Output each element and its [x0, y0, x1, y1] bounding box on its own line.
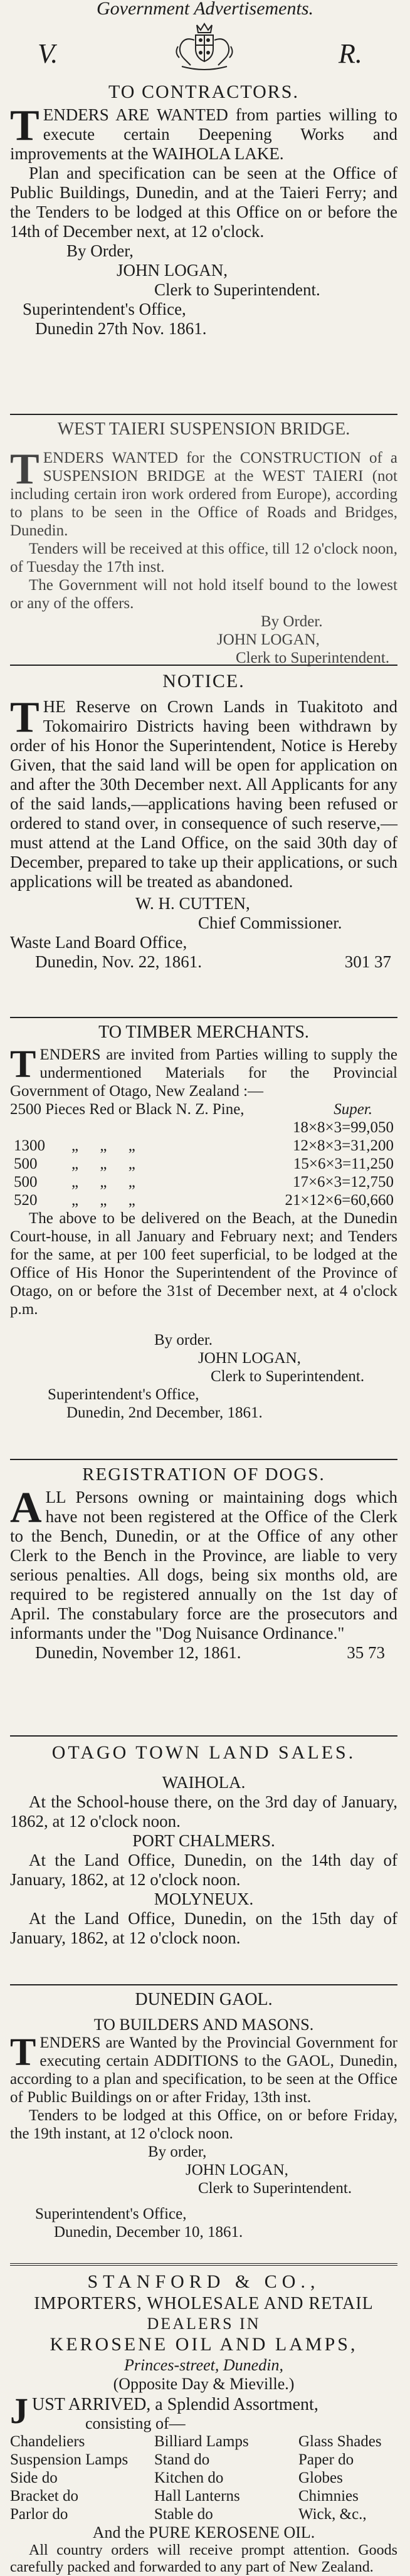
- royal-letter-r: R.: [339, 38, 362, 69]
- table-row: [10, 1155, 397, 1173]
- ad-paragraph: ENDERS ARE WANTED from parties willing to execute certain Deepening Works and improvements at the WAIHOLA LAKE.: [10, 105, 397, 163]
- by-order: By Order.: [261, 613, 323, 630]
- ad-paragraph: The above to be delivered on the Beach, at the Dunedin Court-house, in all January and February next; and Tenders for the same, at per 100 feet superficial, to be lodged at the Office of His Honor the Superintendent of the Province of Otago, on or before the 31st of December next, at 4 o'clock p.m.: [10, 1210, 397, 1318]
- table-row: [10, 2432, 397, 2451]
- ditto-cell: [68, 1118, 213, 1137]
- divider: [10, 2263, 397, 2267]
- date-line: [10, 1643, 397, 1663]
- table-row: [10, 1137, 397, 1155]
- goods-cell: Hall Lanterns: [154, 2488, 240, 2505]
- table-row: [10, 2469, 397, 2487]
- office: Superintendent's Office,: [48, 1386, 199, 1403]
- royal-coat-of-arms-icon: [169, 21, 239, 71]
- goods-cell: Chandeliers: [10, 2433, 85, 2450]
- ad-body: [10, 1043, 397, 1100]
- divider: [10, 414, 397, 415]
- size-cell: 15×6×3=11,250: [293, 1155, 394, 1172]
- ad-heading: NOTICE.: [162, 671, 245, 691]
- signatory-name: W. H. CUTTEN,: [135, 894, 250, 913]
- ad-paragraph: LL Persons owning or maintaining dogs which have not been registered at the Office of the Clerk to the Bench, Dunedin, or at the Office of any other Clerk to the Bench in the Province, are liable to very serious penalties. All dogs, being six months old, are required to be registered annually on the 1st day of April. The constabulary force are the prosecutors and informants under the "Dog Nuisance Ordinance.": [10, 1488, 397, 1643]
- signatory-name: JOHN LOGAN,: [198, 1350, 301, 1367]
- ad-paragraph: HE Reserve on Crown Lands in Tuakitoto and Tokomairiro Districts having been withdrawn by order of his Honor the Superintendent, Notice is Hereby Given, that the said land will be open for application on and after the 30th December next. All Applicants for any of the said lands,—applications having been refused or ordered to stand over, in consequence of such reserve,—must attend at the Land Office, on the said 30th day of December, prepared to take up their applications, or such applications will be treated as abandoned.: [10, 697, 397, 891]
- ad-paragraph: ENDERS WANTED for the CONSTRUCTION of a SUSPENSION BRIDGE at the WEST TAIERI (not including certain iron work ordered from Europe), according to plans to be seen in the Office of Roads and Bridges, Dunedin.: [10, 449, 397, 539]
- qty-cell: 500: [14, 1174, 38, 1191]
- sale-place: PORT CHALMERS.: [132, 1831, 275, 1850]
- date: Dunedin, December 10, 1861.: [54, 2224, 243, 2241]
- ad-subtitle: DEALERS IN: [147, 2315, 261, 2333]
- drop-cap: T: [10, 693, 39, 742]
- goods-cell: Suspension Lamps: [10, 2451, 129, 2468]
- goods-cell: Wick, &c.,: [298, 2506, 367, 2523]
- office: Superintendent's Office,: [23, 300, 186, 318]
- table-row: [10, 1118, 397, 1137]
- ad-west-taieri-bridge: [10, 419, 397, 667]
- qty-cell: [10, 1118, 68, 1137]
- divider: [10, 1735, 397, 1737]
- drop-cap: T: [10, 2031, 36, 2074]
- ad-body: [10, 2031, 397, 2106]
- goods-cell: Kitchen do: [154, 2469, 224, 2486]
- table-row: [10, 1173, 397, 1191]
- ad-body: [10, 693, 397, 891]
- ad-registration-of-dogs: [10, 1464, 397, 1663]
- ditto-cell: „ „ „: [71, 1155, 144, 1172]
- drop-cap: T: [10, 445, 39, 493]
- ad-body: [10, 445, 397, 540]
- signatory-name: JOHN LOGAN,: [217, 631, 320, 648]
- size-cell: 21×12×6=60,660: [285, 1192, 394, 1209]
- ad-paragraph: ENDERS are invited from Parties willing to supply the undermentioned Materials for the Provincial Government of Otago, New Zealand :—: [10, 1046, 397, 1100]
- date: Dunedin 27th Nov. 1861.: [35, 319, 207, 338]
- goods-cell: Billiard Lamps: [154, 2433, 249, 2450]
- ad-title: STANFORD & CO.,: [87, 2271, 320, 2292]
- goods-cell: Paper do: [298, 2451, 354, 2468]
- by-order: By Order,: [66, 241, 134, 260]
- goods-cell: Globes: [298, 2469, 343, 2486]
- sale-place: MOLYNEUX.: [154, 1890, 254, 1908]
- table-row: [10, 2505, 397, 2523]
- goods-cell: Glass Shades: [298, 2433, 382, 2450]
- ad-subtitle: IMPORTERS, WHOLESALE AND RETAIL: [34, 2294, 374, 2313]
- by-order: By order,: [148, 2143, 207, 2160]
- sale-text: At the Land Office, Dunedin, on the 15th day of January, 1862, at 12 o'clock noon.: [10, 1909, 397, 1947]
- ad-otago-land-sales: [10, 1742, 397, 1948]
- drop-cap: T: [10, 1043, 36, 1086]
- office: Waste Land Board Office,: [10, 933, 187, 952]
- ditto-cell: „ „ „: [71, 1137, 144, 1154]
- reference-number: 35 73: [347, 1643, 385, 1662]
- ad-heading: OTAGO TOWN LAND SALES.: [51, 1742, 356, 1763]
- table-row: [10, 2487, 397, 2505]
- size-cell: 12×8×3=31,200: [292, 1137, 394, 1154]
- date: Dunedin, 2nd December, 1861.: [66, 1404, 263, 1421]
- timber-table: [10, 1118, 397, 1209]
- reference-number: 301 37: [344, 952, 391, 971]
- consisting: consisting of—: [85, 2414, 186, 2432]
- first-line: [10, 1100, 397, 1118]
- ad-timber-merchants: [10, 1022, 397, 1422]
- divider: [10, 1017, 397, 1018]
- sale-text: At the School-house there, on the 3rd day of January, 1862, at 12 o'clock noon.: [10, 1792, 397, 1831]
- royal-letter-v: V.: [38, 38, 58, 69]
- ad-to-contractors: [10, 81, 397, 339]
- divider: [10, 1459, 397, 1460]
- by-order: By order.: [154, 1332, 213, 1348]
- size-cell: 18×8×3=99,050: [292, 1119, 394, 1136]
- drop-cap: A: [10, 1484, 42, 1532]
- opposite: (Opposite Day & Mieville.): [113, 2375, 295, 2393]
- date: Dunedin, Nov. 22, 1861.: [35, 952, 202, 971]
- ad-heading: REGISTRATION OF DOGS.: [82, 1464, 325, 1485]
- goods-cell: Side do: [10, 2469, 58, 2486]
- qty-cell: 500: [14, 1155, 38, 1172]
- size-cell: 17×6×3=12,750: [292, 1174, 394, 1191]
- sale-text: At the Land Office, Dunedin, on the 14th day of January, 1862, at 12 o'clock noon.: [10, 1851, 397, 1889]
- table-row: [10, 2451, 397, 2469]
- signatory-name: JOHN LOGAN,: [186, 2162, 288, 2179]
- address: Princes-street, Dunedin,: [124, 2356, 283, 2374]
- goods-table: [10, 2432, 397, 2523]
- first-line-tag: Super.: [334, 1101, 372, 1118]
- goods-cell: Parlor do: [10, 2506, 68, 2523]
- ad-heading: TO CONTRACTORS.: [108, 81, 299, 102]
- divider: [10, 665, 397, 666]
- ad-heading: DUNEDIN GAOL.: [135, 1990, 273, 2009]
- signatory-role: Clerk to Superintendent.: [236, 649, 390, 666]
- ad-stanford-and-co: [10, 2271, 397, 2576]
- ad-dunedin-gaol: [10, 1989, 397, 2241]
- closing-text: All country orders will receive prompt attention. Goods carefully packed and forwarded to any part of New Zealand.: [10, 2542, 397, 2575]
- sale-place: WAIHOLA.: [162, 1773, 246, 1792]
- section-title: Government Advertisements.: [96, 0, 314, 19]
- goods-cell: Stand do: [154, 2451, 210, 2468]
- ad-subheading: TO BUILDERS AND MASONS.: [93, 2016, 314, 2034]
- signatory-role: Clerk to Superintendent.: [211, 1368, 365, 1385]
- signatory-name: JOHN LOGAN,: [117, 261, 228, 280]
- ditto-cell: „ „ „: [71, 1192, 144, 1209]
- first-line-text: 2500 Pieces Red or Black N. Z. Pine,: [10, 1101, 244, 1118]
- ad-paragraph: ENDERS are Wanted by the Provincial Government for executing certain ADDITIONS to the GAOL, Dunedin, according to a plan and specification, to be seen at the Office of Public Buildings on or after Friday, 13th inst.: [10, 2034, 397, 2106]
- date-line: [10, 952, 397, 972]
- qty-cell: 1300: [14, 1137, 45, 1154]
- ad-heading: WEST TAIERI SUSPENSION BRIDGE.: [57, 419, 350, 439]
- ad-paragraph: The Government will not hold itself bound to the lowest or any of the offers.: [10, 577, 397, 612]
- signatory-role: Clerk to Superintendent.: [154, 280, 320, 299]
- divider: [10, 1984, 397, 1985]
- table-row: [10, 1191, 397, 1209]
- goods-cell: Chimnies: [298, 2488, 359, 2505]
- ad-paragraph: Plan and specification can be seen at the Office of Public Buildings, Dunedin, and at the Taieri Ferry; and the Tenders to be lodged at this Office on or before the 14th of December next, at 12 o'clock.: [10, 164, 397, 241]
- drop-cap: J: [10, 2390, 28, 2431]
- ad-body: [10, 1484, 397, 1643]
- ad-body: [10, 102, 397, 164]
- ad-paragraph: Tenders to be lodged at this Office, on or before Friday, the 19th instant, at 12 o'clock noon.: [10, 2107, 397, 2142]
- ad-notice: [10, 671, 397, 972]
- office: Superintendent's Office,: [35, 2205, 187, 2222]
- date: Dunedin, November 12, 1861.: [35, 1643, 241, 1662]
- signatory-role: Chief Commissioner.: [198, 913, 342, 932]
- ad-heading: TO TIMBER MERCHANTS.: [98, 1023, 309, 1042]
- pure-oil: And the PURE KEROSENE OIL.: [92, 2523, 315, 2542]
- arrived-text: UST ARRIVED, a Splendid Assortment,: [32, 2395, 318, 2414]
- goods-cell: Stable do: [154, 2506, 213, 2523]
- qty-cell: 520: [14, 1192, 38, 1209]
- goods-cell: Bracket do: [10, 2488, 78, 2505]
- signatory-role: Clerk to Superintendent.: [198, 2180, 352, 2197]
- drop-cap: T: [10, 102, 39, 150]
- ad-paragraph: Tenders will be received at this office, till 12 o'clock noon, of Tuesday the 17th inst.: [10, 540, 397, 576]
- ad-subtitle: KEROSENE OIL AND LAMPS,: [50, 2334, 358, 2355]
- ditto-cell: „ „ „: [71, 1174, 144, 1191]
